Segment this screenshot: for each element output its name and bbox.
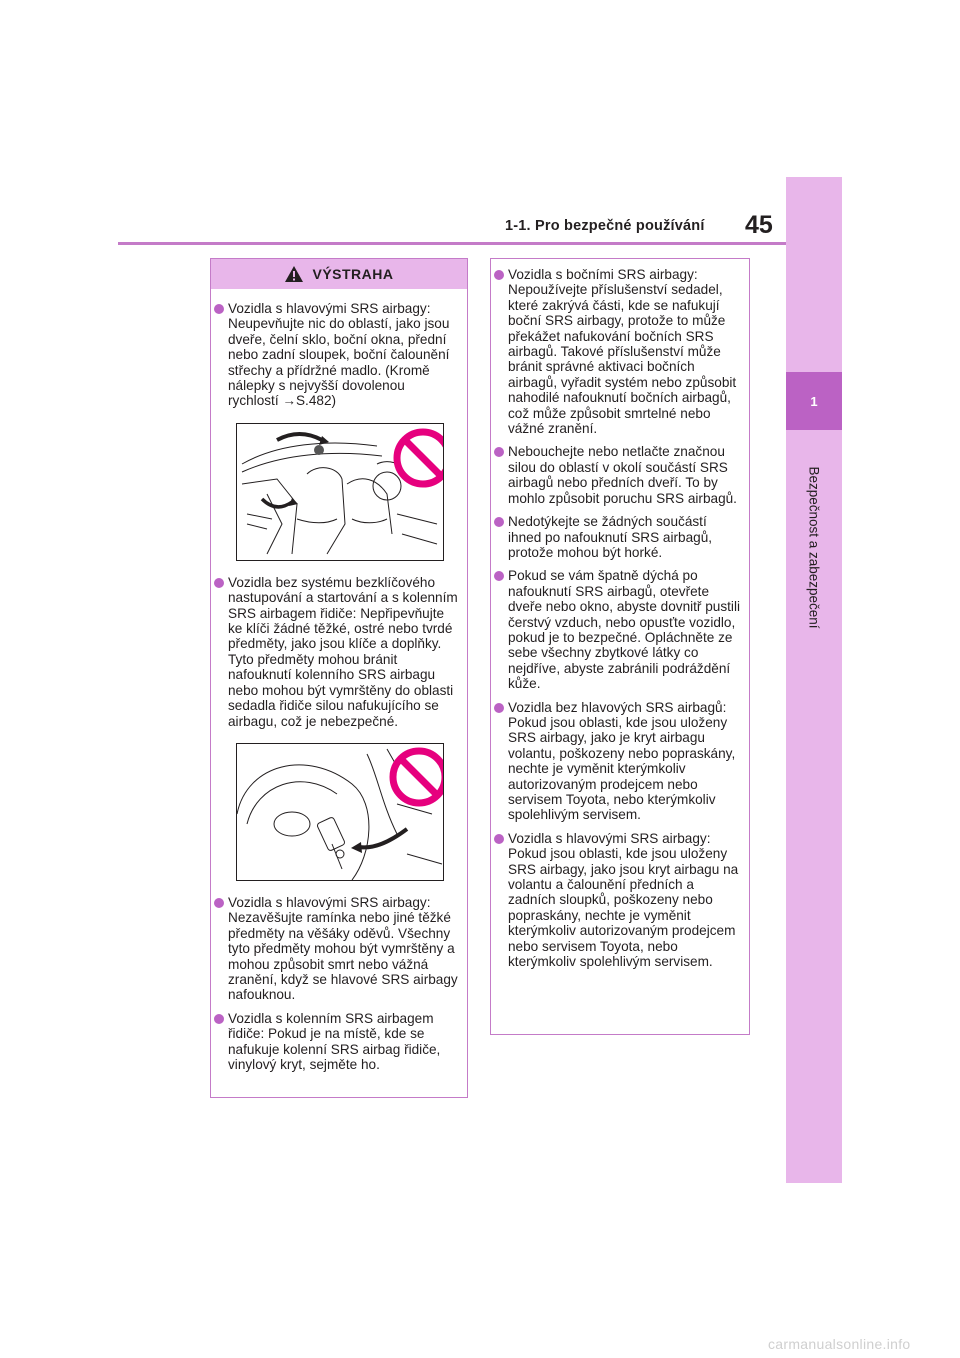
header-divider <box>118 242 788 245</box>
illustration-key-chain <box>236 743 444 881</box>
warning-item: Vozidla s hlavovými SRS airbagy: Nezavěšujte ramínka nebo jiné těžké předměty na věšáky oděvů. Všechny tyto předměty mohou být vymrštěny a mohou způsobit smrt nebo vážná zranění, když se hlavové SRS airbagy nafouknou. <box>211 895 467 1003</box>
bullet-icon <box>214 1014 224 1024</box>
page-number: 45 <box>745 211 773 239</box>
warning-item: Vozidla s hlavovými SRS airbagy: Pokud jsou oblasti, kde jsou uloženy SRS airbagy, jako jsou kryt airbagu na volantu a čalounění předních a zadních sloupků, poškozeny nebo popraskány, nechte je vyměnit kterýmkoliv autorizovaným prodejcem nebo servisem Toyota, nebo kterýmkoliv spolehlivým servisem. <box>491 831 749 970</box>
bullet-icon <box>494 703 504 713</box>
warning-item: Vozidla bez systému bezklíčového nastupování a startování a s kolenním SRS airbagem řidiče: Nepřipevňujte ke klíči žádné těžké, ostré nebo tvrdé předměty, jako jsou klíče a doplňky. Tyto předměty mohou bránit nafouknutí kolenního SRS airbagu nebo mohou být vymrštěny do oblasti sedadla řidiče silou nafukujícího se airbagu, což je nebezpečné. <box>211 575 467 729</box>
bullet-icon <box>214 578 224 588</box>
warning-item: Nedotýkejte se žádných součástí ihned po nafouknutí SRS airbagů, protože mohou být horké. <box>491 514 749 560</box>
bullet-icon <box>494 447 504 457</box>
warning-triangle-icon <box>284 265 304 283</box>
warning-item: Vozidla s hlavovými SRS airbagy: Neupevňujte nic do oblastí, jako jsou dveře, čelní sklo, boční okna, přední nebo zadní sloupek, boční čalounění střechy a přídržné madlo. (Kromě nálepky s nejvyšší dovolenou rychlostí →S.482) <box>211 301 467 409</box>
bullet-icon <box>214 304 224 314</box>
warning-item: Nebouchejte nebo netlačte značnou silou do oblastí v okolí součástí SRS airbagů nebo předních dveří. To by mohlo způsobit poruchu SRS airbagů. <box>491 444 749 506</box>
bullet-icon <box>494 270 504 280</box>
bullet-icon <box>494 517 504 527</box>
warning-box-left <box>210 258 468 1098</box>
warning-item: Vozidla s bočními SRS airbagy: Nepoužívejte příslušenství sedadel, které zakrývá části, kde se nafukují boční SRS airbagy, protože to může překážet nafukování bočních SRS airbagů. Takové příslušenství může bránit správné aktivaci bočních airbagů, vyřadit systém nebo způsobit nahodilé nafouknutí bočních airbagů, což může způsobit smrtelné nebo vážné zranění. <box>491 267 749 436</box>
warning-header <box>211 259 467 289</box>
warning-box-right <box>490 258 750 1035</box>
bullet-icon <box>494 571 504 581</box>
illustration-head-airbag-interior <box>236 423 444 561</box>
watermark: carmanualsonline.info <box>768 1336 911 1352</box>
warning-item: Pokud se vám špatně dýchá po nafouknutí SRS airbagů, otevřete dveře nebo okno, abyste dovnitř pustili čerstvý vzduch, nebo opusťte vozidlo, pokud je to bezpečné. Opláchněte ze sebe všechny zbytkové látky co nejdříve, abyste zabránili podráždění kůže. <box>491 568 749 691</box>
chapter-sidebar <box>786 177 842 1183</box>
warning-item: Vozidla s kolenním SRS airbagem řidiče: Pokud je na místě, kde se nafukuje kolenní SRS airbag řidiče, vinylový kryt, sejměte ho. <box>211 1011 467 1073</box>
section-title: 1-1. Pro bezpečné používání <box>505 218 705 234</box>
warning-item: Vozidla bez hlavových SRS airbagů: Pokud jsou oblasti, kde jsou uloženy SRS airbagy, jako je kryt airbagu volantu, poškozeny nebo popraskány, nechte je vyměnit kterýmkoliv autorizovaným prodejcem nebo servisem Toyota, nebo kterýmkoliv spolehlivým servisem. <box>491 700 749 823</box>
bullet-icon <box>494 834 504 844</box>
bullet-icon <box>214 898 224 908</box>
warning-title: VÝSTRAHA <box>312 266 394 282</box>
chapter-title: Bezpečnost a zabezpečení <box>806 466 822 629</box>
chapter-number-tab[interactable]: 1 <box>786 372 842 430</box>
